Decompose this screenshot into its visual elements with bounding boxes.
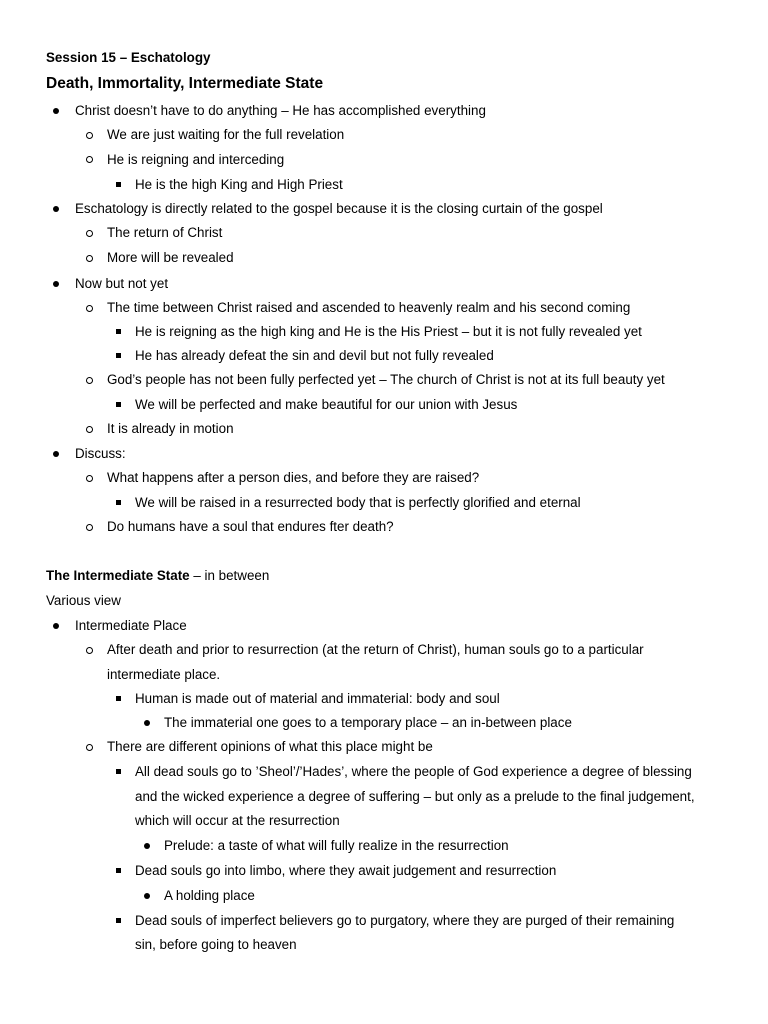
bullet-square-icon: [116, 500, 121, 505]
list-item: A holding place: [164, 888, 255, 903]
bullet-square-icon: [116, 329, 121, 334]
list-item: Do humans have a soul that endures fter death?: [107, 519, 394, 534]
list-item: The time between Christ raised and ascended to heavenly realm and his second coming: [107, 300, 631, 315]
list-item: He is the high King and High Priest: [135, 177, 343, 192]
session-title: Session 15 – Eschatology: [46, 50, 211, 65]
list-item: Discuss:: [75, 446, 126, 461]
bullet-circle-icon: [86, 744, 93, 751]
bullet-circle-icon: [86, 647, 93, 654]
section-title-rest: – in between: [189, 568, 270, 583]
list-item: Eschatology is directly related to the gospel because it is the closing curtain of the gospel: [75, 201, 603, 216]
bullet-square-icon: [116, 868, 121, 873]
bullet-circle-icon: [86, 132, 93, 139]
list-item: Prelude: a taste of what will fully realize in the resurrection: [164, 838, 509, 853]
bullet-disc-icon: [53, 451, 59, 457]
list-item: Dead souls of imperfect believers go to purgatory, where they are purged of their remaining: [135, 913, 675, 928]
bullet-square-icon: [116, 769, 121, 774]
list-item: What happens after a person dies, and before they are raised?: [107, 470, 480, 485]
list-item-continuation: and the wicked experience a degree of suffering – but only as a prelude to the final judgement,: [135, 789, 695, 804]
bullet-disc-icon: [53, 281, 59, 287]
list-item: After death and prior to resurrection (at the return of Christ), human souls go to a particular: [107, 642, 644, 657]
bullet-circle-icon: [86, 377, 93, 384]
section-title: [46, 568, 269, 584]
list-item: Intermediate Place: [75, 618, 187, 633]
list-item: He is reigning and interceding: [107, 152, 285, 167]
list-item: Now but not yet: [75, 276, 169, 291]
list-item: He is reigning as the high king and He is the His Priest – but it is not fully revealed yet: [135, 324, 642, 339]
bullet-circle-icon: [86, 426, 93, 433]
bullet-square-icon: [116, 182, 121, 187]
bullet-square-icon: [116, 353, 121, 358]
list-item-continuation: intermediate place.: [107, 667, 221, 682]
list-item: We will be raised in a resurrected body that is perfectly glorified and eternal: [135, 495, 581, 510]
bullet-square-icon: [116, 402, 121, 407]
list-item: The return of Christ: [107, 225, 223, 240]
list-item: The immaterial one goes to a temporary place – an in-between place: [164, 715, 572, 730]
bullet-disc-icon: [53, 623, 59, 629]
list-item: Christ doesn’t have to do anything – He has accomplished everything: [75, 103, 486, 118]
bullet-square-icon: [116, 918, 121, 923]
bullet-circle-icon: [86, 255, 93, 262]
list-item: Human is made out of material and immaterial: body and soul: [135, 691, 500, 706]
bullet-circle-icon: [86, 230, 93, 237]
bullet-disc-icon: [144, 843, 150, 849]
bullet-disc-icon: [144, 720, 150, 726]
bullet-circle-icon: [86, 305, 93, 312]
list-item: Dead souls go into limbo, where they await judgement and resurrection: [135, 863, 557, 878]
list-item: We are just waiting for the full revelation: [107, 127, 345, 142]
list-item: All dead souls go to ’Sheol’/’Hades’, where the people of God experience a degree of blessing: [135, 764, 692, 779]
list-item: God’s people has not been fully perfected yet – The church of Christ is not at its full beauty yet: [107, 372, 665, 387]
bullet-square-icon: [116, 696, 121, 701]
list-item-continuation: which will occur at the resurrection: [135, 813, 340, 828]
bullet-disc-icon: [53, 108, 59, 114]
list-item: He has already defeat the sin and devil but not fully revealed: [135, 348, 494, 363]
section-title-bold: The Intermediate State: [46, 568, 190, 583]
page-heading: Death, Immortality, Intermediate State: [46, 75, 324, 92]
bullet-circle-icon: [86, 475, 93, 482]
list-item-continuation: sin, before going to heaven: [135, 937, 297, 952]
bullet-circle-icon: [86, 156, 93, 163]
list-item: It is already in motion: [107, 421, 234, 436]
bullet-disc-icon: [53, 206, 59, 212]
list-item: There are different opinions of what this place might be: [107, 739, 433, 754]
list-item: More will be revealed: [107, 250, 234, 265]
section-subtitle: Various view: [46, 593, 121, 608]
bullet-disc-icon: [144, 893, 150, 899]
bullet-circle-icon: [86, 524, 93, 531]
list-item: We will be perfected and make beautiful for our union with Jesus: [135, 397, 518, 412]
